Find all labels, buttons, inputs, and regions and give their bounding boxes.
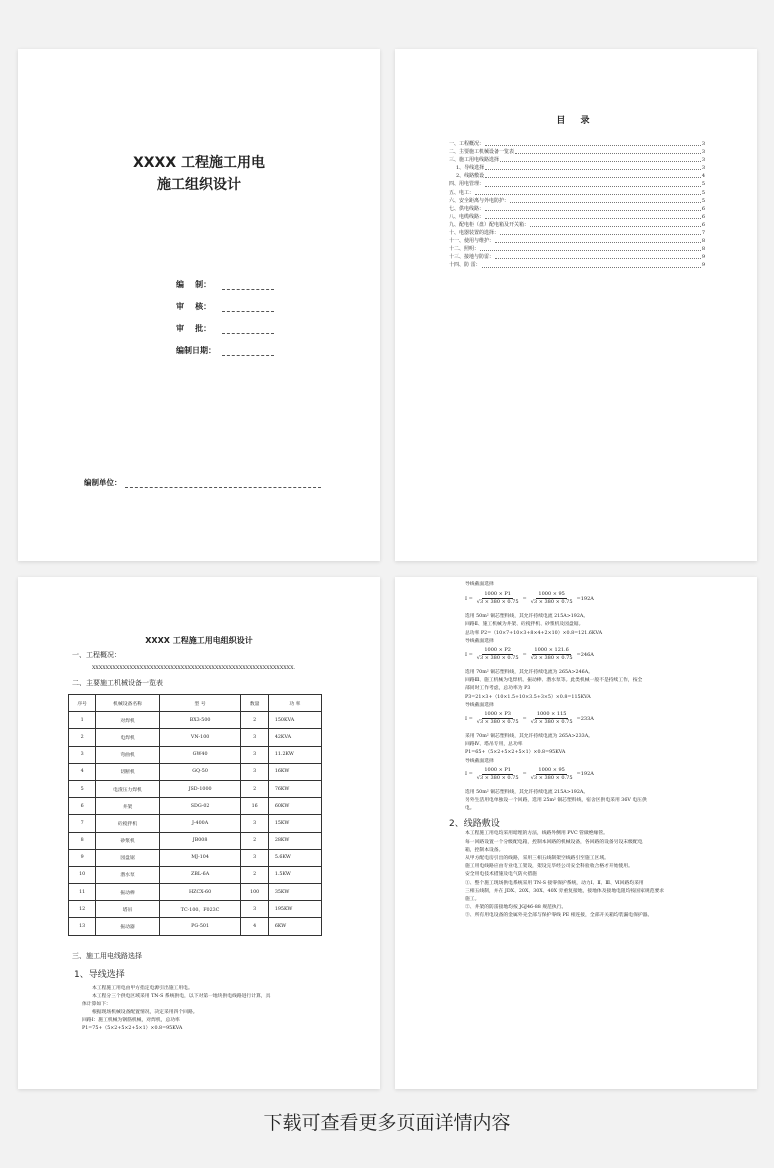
paragraph-line: 根据现场机械设备配置情况，决定采用四个回路。 [92, 1010, 198, 1015]
toc-item-page: 3 [701, 157, 705, 164]
formula-denominator: √3 × 380 × 0.75 [476, 599, 519, 606]
cover-field-approve: 审 批： [176, 323, 274, 334]
table-cell: 6KW [268, 918, 321, 935]
table-cell: 2 [241, 832, 268, 849]
table-body [69, 712, 322, 935]
toc-item [449, 229, 705, 237]
table-cell: 1 [69, 712, 96, 729]
table-row [69, 763, 322, 780]
paragraph-line: 总功率 P2=（10×7+10×3+8×4+2×10）×0.8=121.6KVA [465, 630, 603, 636]
table-cell: 7 [69, 815, 96, 832]
formula-equals: = [522, 715, 527, 722]
formula-fraction [529, 767, 575, 782]
table-cell: 对焊机 [96, 712, 159, 729]
table-header-cell: 数量 [241, 695, 268, 712]
formula-prefix: I = [465, 595, 473, 602]
current-formula [465, 591, 594, 606]
formula-denominator: √3 × 380 × 0.75 [530, 655, 573, 661]
formula-denominator: √3 × 380 × 0.75 [530, 774, 573, 781]
table-row [69, 884, 322, 901]
toc-leader [475, 194, 701, 195]
toc-item-label: 九、配电柜（盘）配电箱及开关箱： [449, 221, 530, 228]
toc-item-label: 八、电缆线路： [449, 213, 485, 220]
toc-item-page: 8 [701, 238, 705, 245]
toc-leader [480, 250, 701, 251]
table-row [69, 866, 322, 883]
toc-item-page: 9 [701, 254, 705, 261]
paragraph-line: 采用 70m² 铜芯塑料线，其允许持续电流为 265A>233A。 [465, 734, 593, 739]
toc-item-page: 3 [701, 149, 705, 156]
table-cell: 5.6KW [268, 849, 321, 866]
formula-numerator: 1000 × 121.6 [534, 647, 569, 653]
toc-leader [485, 218, 701, 219]
table-cell: 砼搅拌机 [96, 815, 159, 832]
paragraph-line: 本工程分三个供电区域采用 TN-S 系统供电，以下对第一地块供电线路进行计算，具 [92, 994, 271, 999]
table-cell: 2 [241, 866, 268, 883]
table-cell: 8 [69, 832, 96, 849]
paragraph-line: 施工。 [465, 897, 480, 902]
toc-leader [500, 234, 701, 235]
download-prompt: 下载可查看更多页面详情内容 [263, 1112, 511, 1134]
table-cell: 3 [241, 746, 268, 763]
paragraph-line: 电。 [465, 806, 475, 812]
table-header-cell: 机械设备名称 [96, 695, 159, 712]
table-cell: 2 [241, 780, 268, 797]
toc-item-label: 十一、使用与维护： [449, 238, 495, 245]
table-cell: 切断机 [96, 763, 159, 780]
paragraph-line: 箱，控制本设备。 [465, 847, 504, 853]
table-cell: VN-100 [159, 729, 241, 746]
cover-title-line1: XXXX 工程施工用电 [132, 155, 266, 171]
table-cell: 28KW [268, 832, 321, 849]
table-cell: 弯曲机 [96, 746, 159, 763]
table-cell: BX3-500 [159, 712, 241, 729]
formula-denominator: √3 × 380 × 0.75 [476, 655, 519, 661]
current-formula [465, 767, 594, 782]
toc-item-label: 三、施工用电线路选择 [449, 157, 500, 164]
formula-denominator: √3 × 380 × 0.75 [476, 774, 519, 781]
paragraph-line: 回路Ⅳ、塔吊专用，总功率 [465, 742, 523, 748]
toc-item-label: 十四、防 雷： [449, 262, 481, 269]
table-cell: 电焊机 [96, 729, 159, 746]
formula-numerator: 1000 × P1 [484, 766, 511, 773]
formula-numerator: 1000 × 95 [538, 766, 565, 773]
paragraph-line: 三相五线制，并在 JDX、20X、30X、40X 旁重复接地，接地体及接地电阻均按国家规范要求 [465, 888, 665, 894]
formula-prefix: I = [465, 771, 473, 778]
table-row [69, 780, 322, 797]
formula-prefix: I = [465, 715, 473, 722]
table-header-cell: 功 率 [268, 695, 321, 712]
table-row [69, 815, 322, 832]
table-cell: 15KW [268, 815, 321, 832]
formula-fraction [475, 591, 521, 606]
section-heading: 三、施工用电线路选择 [72, 952, 142, 960]
table-cell: GQ-50 [159, 763, 241, 780]
paragraph-line: 选用 70m² 铜芯塑料线，其允许持续电流为 265A>246A。 [465, 670, 593, 675]
section-heading: 二、主要施工机械设备一览表 [72, 679, 163, 687]
toc-item-label: 四、用电管理： [449, 181, 485, 188]
section-heading: 一、工程概况： [72, 651, 121, 659]
toc-leader [485, 169, 701, 170]
table-cell: HZCX-60 [159, 884, 241, 901]
table-header-cell: 序号 [69, 695, 96, 712]
toc-item-page: 8 [701, 246, 705, 253]
table-cell: 1.5KW [268, 866, 321, 883]
toc-item [449, 164, 705, 172]
paragraph-line: 每一回路设置一个分级配电箱，控制本回路的机械设备，各回路的设备另设末级配电 [465, 839, 643, 845]
table-cell: 150KVA [268, 712, 321, 729]
paragraph-line: ②、井架的防雷接地均按 JGJ46-88 规范执行。 [465, 905, 567, 911]
toc-item [449, 245, 705, 253]
table-row [69, 729, 322, 746]
table-cell: 园盘锯 [96, 849, 159, 866]
table-cell: SDG-02 [159, 798, 241, 815]
paragraph-line: 导线截面选择 [465, 758, 494, 764]
formula-numerator: 1000 × P1 [484, 591, 511, 598]
cover-field-review: 审 核： [176, 301, 274, 312]
table-cell: 塔吊 [96, 901, 159, 918]
toc-item-label: 1、导线选择 [456, 165, 485, 172]
table-cell: JB008 [159, 832, 241, 849]
toc-leader [530, 226, 701, 227]
toc-item [449, 237, 705, 245]
cover-field-date: 编制日期： [176, 345, 274, 356]
toc-item-page: 5 [701, 189, 705, 196]
table-header-row [69, 695, 322, 712]
formula-numerator: 1000 × P3 [484, 711, 511, 717]
table-row [69, 798, 322, 815]
table-cell: 2 [69, 729, 96, 746]
formula-denominator: √3 × 380 × 0.75 [530, 719, 573, 725]
table-cell: 195KW [268, 901, 321, 918]
table-cell: JSD-1000 [159, 780, 241, 797]
content-page-4 [395, 577, 757, 1089]
formula-prefix: I = [465, 651, 473, 658]
formula-fraction [529, 591, 575, 606]
table-cell: 6 [69, 798, 96, 815]
toc-item-page: 7 [701, 230, 705, 237]
formula-numerator: 1000 × 115 [536, 711, 567, 717]
toc-item [449, 180, 705, 188]
toc-item-label: 一、工程概况： [449, 141, 485, 147]
paragraph-line: 选用 50m² 铜芯塑料线，其允许持续电流 215A>192A。 [465, 789, 589, 795]
table-cell: 16KW [268, 763, 321, 780]
toc-leader [482, 267, 701, 268]
cover-field-compile: 编 制： [176, 279, 274, 290]
paragraph-line: 体计算如下： [82, 1002, 111, 1007]
formula-denominator: √3 × 380 × 0.75 [530, 599, 573, 606]
table-cell: 3 [241, 729, 268, 746]
current-formula [465, 647, 594, 662]
formula-fraction [475, 711, 521, 726]
paragraph-line: 另外生活用电单独设一个回路，选用 25m² 铜芯塑料线，宿舍区供电采用 36V 电压供 [465, 798, 647, 803]
toc-item-label: 二、主要施工机械设备一览表 [449, 149, 515, 156]
formula-equals: = [522, 771, 527, 778]
table-cell: 4 [241, 918, 268, 935]
table-cell: 砂浆机 [96, 832, 159, 849]
table-row [69, 712, 322, 729]
table-cell: 振动器 [96, 918, 159, 935]
paragraph-line: ③、所有用电设备的金属外壳全部与保护零线 PE 相连接，全部开关箱均装漏电保护器。 [465, 913, 653, 919]
table-cell: GW40 [159, 746, 241, 763]
table-cell: MJ-104 [159, 849, 241, 866]
table-cell: 35KW [268, 884, 321, 901]
toc-title: 目 录 [556, 116, 596, 126]
toc-leader [485, 177, 701, 178]
toc-leader [485, 186, 701, 187]
toc-item-page: 3 [701, 165, 705, 172]
paragraph-line: P1=75+（5×2+5×2+5×1）×0.8=95KVA [82, 1026, 183, 1031]
toc-item [449, 213, 705, 221]
table-cell: 42KVA [268, 729, 321, 746]
paragraph-line: P1=65+（5×2+5×2+5×1）×0.8=95KVA [465, 750, 566, 756]
paragraph-line: 安全用电技术措施及电气防火措施 [465, 872, 537, 878]
formula-result: =233A [576, 715, 594, 722]
toc-leader [500, 161, 701, 162]
toc-item [449, 140, 705, 148]
table-cell: 3 [241, 901, 268, 918]
toc-item-page: 5 [701, 197, 705, 204]
toc-leader [495, 258, 701, 259]
cover-page [18, 49, 380, 561]
toc-list [449, 140, 705, 270]
table-row [69, 832, 322, 849]
paragraph-line: 部同时工作考虑，总功率为 P3 [465, 686, 531, 692]
paragraph-line: 导线截面选择 [465, 702, 494, 708]
paragraph-line: 从甲方配电房引出的线路，采用三相五线制架空线路引至施工区域。 [465, 856, 609, 861]
toc-item-page: 5 [701, 181, 705, 188]
table-row [69, 901, 322, 918]
paragraph-line: 选用 50m² 铜芯塑料线，其允许持续电流 215A>192A。 [465, 614, 589, 620]
toc-item [449, 253, 705, 261]
toc-leader [485, 145, 701, 146]
toc-leader [495, 242, 701, 243]
paragraph-line: ①、整个施工现场供电系统采用 TN-S 接零保护系统，动力Ⅰ、Ⅱ、Ⅲ、Ⅵ回路均采用 [465, 880, 644, 886]
formula-equals: = [522, 595, 527, 602]
toc-item-label: 2、线路敷设 [456, 173, 485, 180]
table-cell: ZBL-6A [159, 866, 241, 883]
table-cell: TC-100、F023C [159, 901, 241, 918]
table-cell: 16 [241, 798, 268, 815]
table-cell: 潜水泵 [96, 866, 159, 883]
table-cell: 11.2KW [268, 746, 321, 763]
current-formula [465, 711, 594, 726]
table-row [69, 849, 322, 866]
paragraph-line: 回路Ⅱ、施工机械为井架、砼搅拌机、砂浆机及园盘锯。 [465, 622, 584, 628]
toc-item-page: 6 [701, 205, 705, 212]
toc-item-label: 七、供电线路： [449, 205, 485, 212]
cover-title-line2: 施工组织设计 [157, 177, 241, 193]
paragraph-line: 回路Ⅰ：施工机械为钢筋机械，对焊机，总功率 [82, 1018, 180, 1023]
formula-fraction [475, 767, 521, 782]
table-row [69, 918, 322, 935]
toc-item-page: 6 [701, 213, 705, 220]
paragraph-line: 施工用电线路应由专业电工架设，架设完毕经公司安全科验收合格才开始使用。 [465, 864, 633, 870]
paragraph-line: 导线截面选择 [465, 582, 494, 587]
table-cell: 2 [241, 712, 268, 729]
table-cell: 3 [241, 815, 268, 832]
toc-item [449, 189, 705, 197]
table-cell: 60KW [268, 798, 321, 815]
paragraph-line: P3=21×3+（10×1.5+10×3.5+3×5）×0.8=115KVA [465, 694, 591, 700]
content-page-3 [18, 577, 380, 1089]
toc-item [449, 172, 705, 180]
formula-fraction [529, 647, 575, 662]
toc-leader [515, 153, 701, 154]
table-cell: 11 [69, 884, 96, 901]
paragraph-line: 导线截面选择 [465, 638, 494, 644]
toc-item-page: 6 [701, 221, 705, 228]
toc-item [449, 221, 705, 229]
table-cell: 12 [69, 901, 96, 918]
toc-item [449, 197, 705, 205]
toc-item [449, 156, 705, 164]
table-cell: J-400A [159, 815, 241, 832]
table-cell: 井架 [96, 798, 159, 815]
cover-unit-row: 编制单位： [84, 477, 321, 488]
formula-numerator: 1000 × P2 [484, 647, 511, 653]
toc-item-page: 3 [701, 141, 705, 147]
table-row [69, 746, 322, 763]
toc-item [449, 205, 705, 213]
toc-page [395, 49, 757, 561]
toc-item-label: 十、电器装置的选择： [449, 230, 500, 237]
toc-leader [510, 202, 701, 203]
table-cell: 振动棒 [96, 884, 159, 901]
toc-item-label: 六、安全距离与外电防护： [449, 197, 510, 204]
equipment-table [68, 694, 322, 936]
table-header-cell: 型 号 [159, 695, 241, 712]
table-cell: 5 [69, 780, 96, 797]
toc-item-page: 4 [701, 173, 705, 180]
subsection-heading: 1、导线选择 [74, 970, 125, 980]
formula-numerator: 1000 × 95 [538, 591, 565, 598]
table-cell: 3 [241, 763, 268, 780]
table-cell: PG-501 [159, 918, 241, 935]
formula-equals: = [522, 651, 527, 658]
paragraph-line: 本工程施工用电均采用暗埋的方法，线路外侧用 PVC 管做绝缘管。 [465, 831, 608, 837]
table-cell: 9 [69, 849, 96, 866]
table-cell: 10 [69, 866, 96, 883]
formula-result: =192A [576, 771, 594, 778]
formula-denominator: √3 × 380 × 0.75 [476, 719, 519, 725]
toc-item-label: 十三、接地与防雷： [449, 254, 495, 261]
paragraph-line: 回路Ⅲ、施工机械为电焊机、振动棒、潜水泵等。此类机械一般不是持续工作，按全 [465, 678, 643, 684]
formula-fraction [529, 711, 575, 726]
subsection-heading: 2、线路敷设 [449, 819, 500, 830]
project-overview-text: XXXXXXXXXXXXXXXXXXXXXXXXXXXXXXXXXXXXXXXXXXXXXXXXXXXXXXXXXXX. [92, 666, 296, 671]
formula-result: =246A [576, 651, 594, 658]
table-cell: 3 [69, 746, 96, 763]
table-cell: 13 [69, 918, 96, 935]
toc-item-label: 五、电工： [449, 189, 475, 196]
toc-leader [485, 210, 701, 211]
toc-item [449, 261, 705, 269]
table-cell: 76KW [268, 780, 321, 797]
table-cell: 3 [241, 849, 268, 866]
table-cell: 4 [69, 763, 96, 780]
table-cell: 电渣压力焊机 [96, 780, 159, 797]
formula-result: =192A [576, 595, 594, 602]
toc-item [449, 148, 705, 156]
formula-fraction [475, 647, 521, 662]
toc-item-page: 9 [701, 262, 705, 269]
doc-title: XXXX 工程施工用电组织设计 [145, 636, 253, 645]
table-cell: 100 [241, 884, 268, 901]
toc-item-label: 十二、照明： [449, 246, 480, 253]
paragraph-line: 本工程施工用电由甲方指定电源引出施工用电。 [92, 986, 193, 991]
